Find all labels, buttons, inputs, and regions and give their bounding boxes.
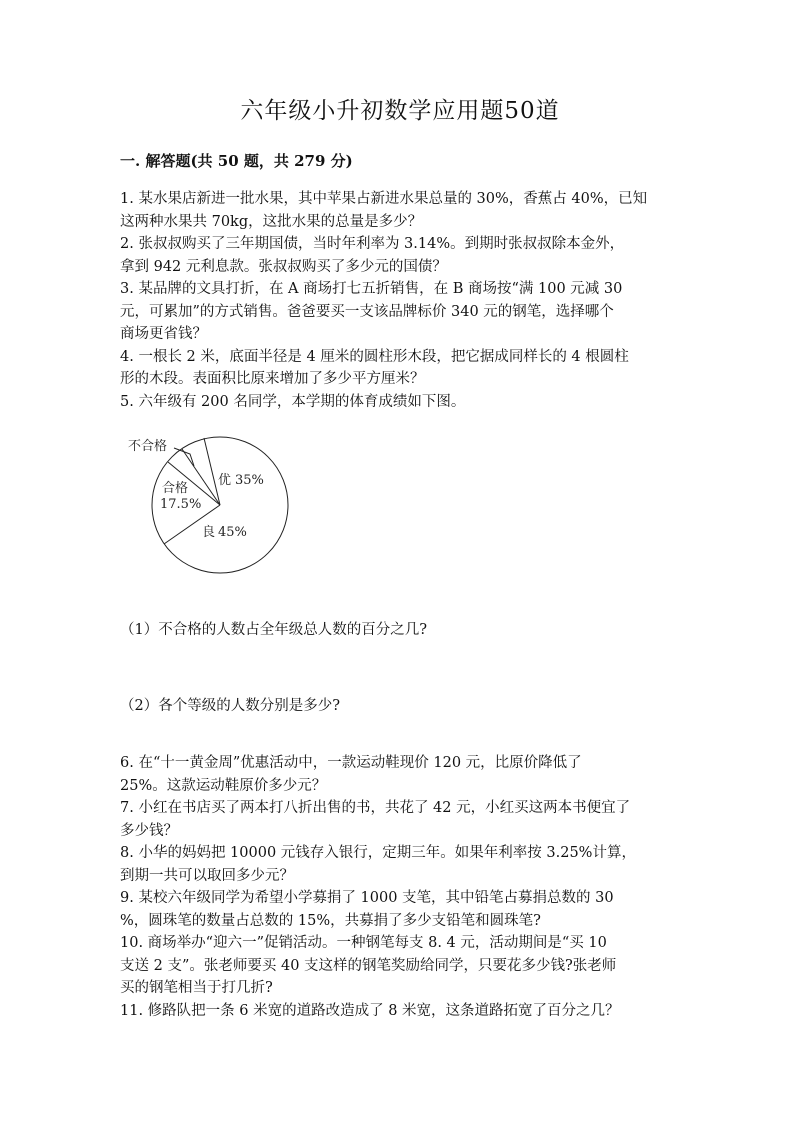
label-liang: 良 [202, 525, 216, 540]
q7-line-2: 多少钱？ [120, 822, 178, 839]
q7-line-1: 7. 小红在书店买了两本打八折出售的书，共花了 42 元，小红买这两本书便宜了 [120, 800, 631, 816]
page-title: 六年级小升初数学应用题50道 [240, 98, 560, 124]
q2-line-1: 2. 张叔叔购买了三年期国债，当时年利率为 3.14%。到期时张叔叔除本金外， [120, 236, 625, 252]
label-hege: 合格 [162, 481, 189, 496]
value-you: 35% [235, 473, 264, 488]
q4-line-2: 形的木段。表面积比原来增加了多少平方厘米？ [120, 371, 425, 387]
q4-line-1: 4. 一根长 2 米，底面半径是 4 厘米的圆柱形木段，把它据成同样长的 4 根圆柱 [120, 348, 629, 365]
question-list-a [120, 188, 680, 413]
q5-line-1: 5. 六年级有 200 名同学，本学期的体育成绩如下图。 [120, 393, 466, 410]
q9-line-2: %，圆珠笔的数量占总数的 15%，共募捐了多少支铅笔和圆珠笔? [120, 912, 541, 929]
subquestion-2: （2）各个等级的人数分别是多少? [120, 698, 340, 714]
label-buhege: 不合格 [128, 439, 168, 454]
q3-line-2: 元，可累加”的方式销售。爸爸要买一支该品牌标价 340 元的钢笔，选择哪个 [120, 303, 614, 320]
q10-line-1: 10. 商场举办“迎六一”促销活动。一种钢笔每支 8. 4 元，活动期间是“买 10 [120, 935, 607, 951]
value-hege: 17.5% [160, 497, 202, 512]
value-liang: 45% [218, 525, 247, 540]
q6-line-2: 25%。这款运动鞋原价多少元？ [120, 777, 327, 794]
q10-line-2: 支送 2 支”。张老师要买 40 支这样的钢笔奖励给同学，只要花多少钱?张老师 [120, 957, 617, 974]
q8-line-2: 到期一共可以取回多少元？ [120, 867, 294, 884]
q3-line-1: 3. 某品牌的文具打折，在 A 商场打七五折销售，在 B 商场按“满 100 元减 30 [120, 281, 623, 297]
q10-line-3: 买的钢笔相当于打几折? [120, 980, 273, 996]
q3-line-3: 商场更省钱？ [120, 326, 207, 342]
q1-line-2: 这两种水果共 70kg，这批水果的总量是多少？ [120, 213, 423, 230]
subquestion-1: （1）不合格的人数占全年级总人数的百分之几? [120, 622, 427, 638]
q6-line-1: 6. 在“十一黄金周”优惠活动中，一款运动鞋现价 120 元，比原价降低了 [120, 755, 582, 771]
q11-line-1: 11. 修路队把一条 6 米宽的道路改造成了 8 米宽，这条道路拓宽了百分之几？ [120, 1002, 620, 1019]
pie-chart [120, 428, 320, 578]
section-heading: 一. 解答题(共 50 题，共 279 分) [120, 152, 353, 170]
q2-line-2: 拿到 942 元利息款。张叔叔购买了多少元的国债？ [120, 258, 447, 275]
question-list-b [120, 752, 680, 1022]
q1-line-1: 1. 某水果店新进一批水果，其中苹果占新进水果总量的 30%，香蕉占 40%，已知 [120, 191, 648, 207]
pie-divider-buhege [204, 438, 220, 505]
buhege-leader-line [174, 448, 194, 466]
q8-line-1: 8. 小华的妈妈把 10000 元钱存入银行，定期三年。如果年利率按 3.25%计算， [120, 845, 636, 861]
q9-line-1: 9. 某校六年级同学为希望小学募捐了 1000 支笔，其中铅笔占募捐总数的 30 [120, 890, 614, 906]
label-you: 优 [218, 473, 232, 488]
